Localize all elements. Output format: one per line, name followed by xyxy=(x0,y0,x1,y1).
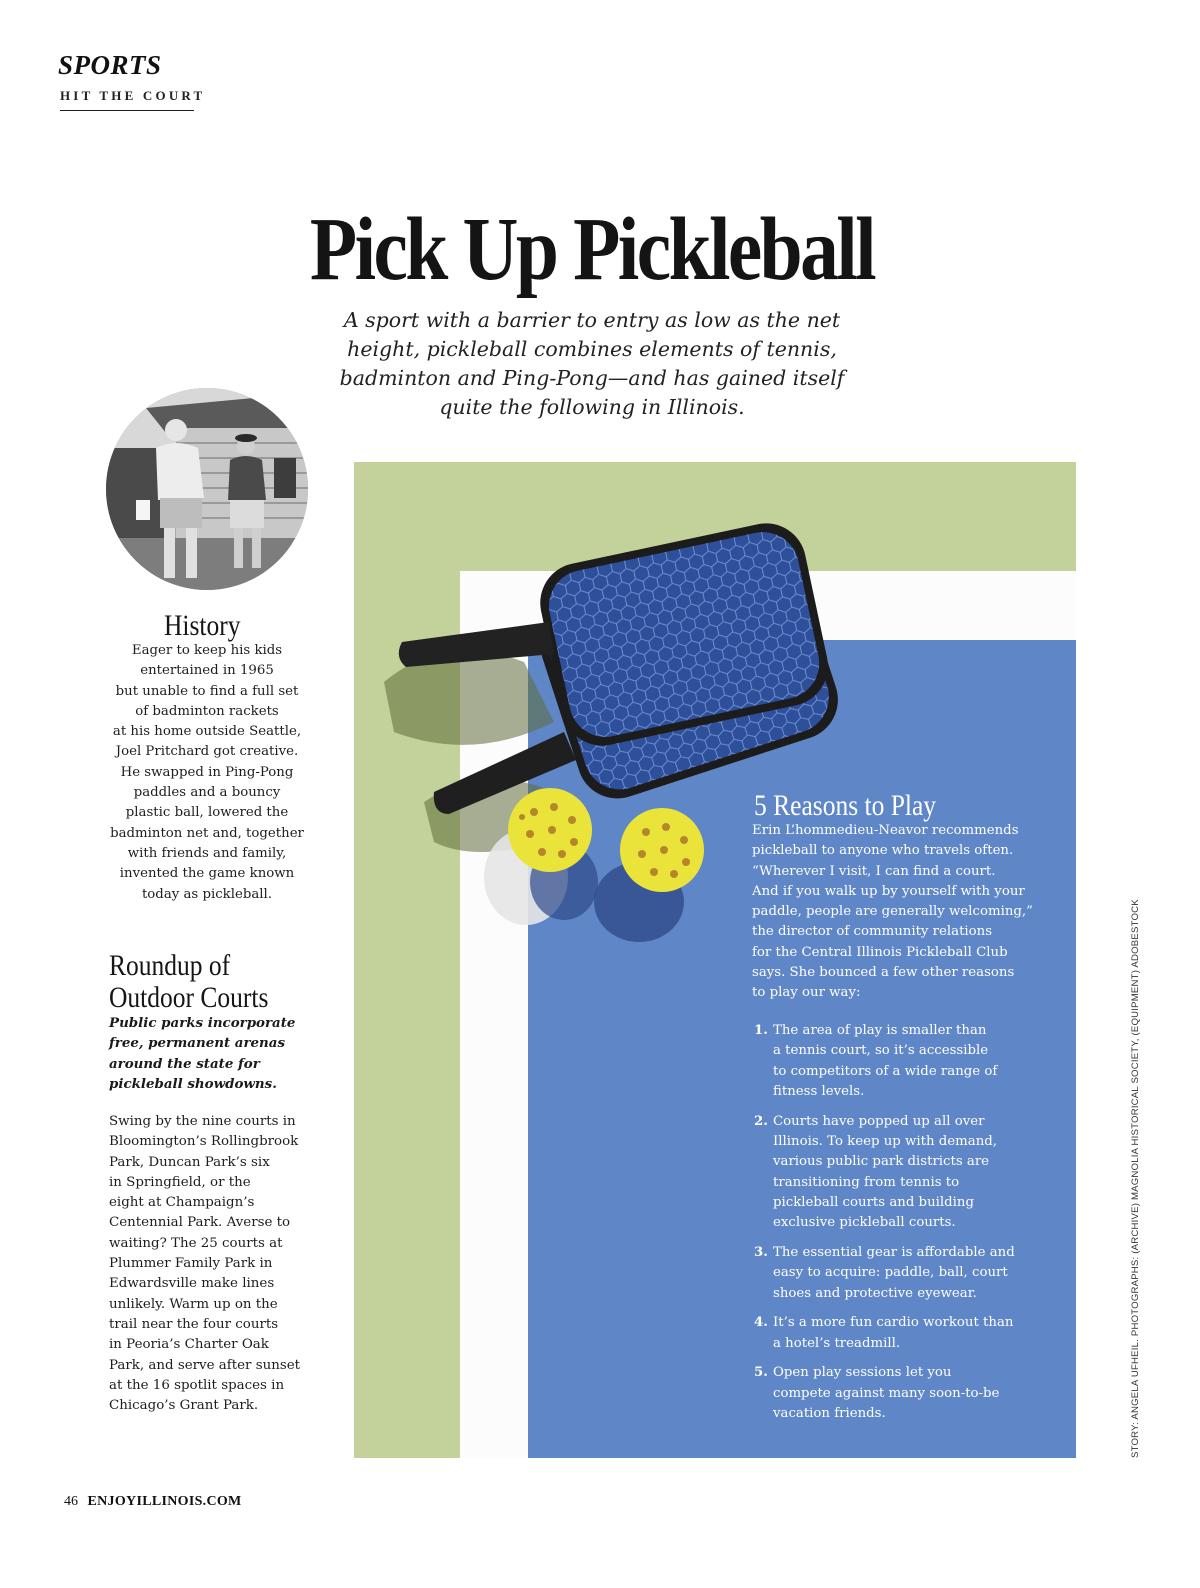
reason-line: The essential gear is affordable and xyxy=(773,1244,1015,1260)
roundup-body-line: Bloomington’s Rollingbrook xyxy=(109,1134,299,1150)
reason-item xyxy=(754,1243,1034,1304)
reason-line: a tennis court, so it’s accessible xyxy=(773,1043,989,1059)
reason-line: Courts have popped up all over xyxy=(773,1113,985,1129)
roundup-dek xyxy=(109,1013,309,1094)
roundup-body xyxy=(109,1112,319,1416)
roundup-body-line: Edwardsville make lines xyxy=(109,1276,275,1292)
reason-item xyxy=(754,1021,1034,1102)
reason-line: a hotel’s treadmill. xyxy=(773,1335,901,1351)
roundup-body-line: eight at Champaign’s xyxy=(109,1195,255,1211)
roundup-dek-line: around the state for xyxy=(109,1055,260,1072)
reason-line: Open play sessions let you xyxy=(773,1365,952,1381)
history-line: He swapped in Ping-Pong xyxy=(120,764,294,780)
reason-number: 2. xyxy=(754,1113,768,1129)
reason-line: shoes and protective eyewear. xyxy=(773,1285,977,1301)
archive-photo-illustration xyxy=(106,388,308,590)
reason-number: 4. xyxy=(754,1315,768,1331)
reason-number: 1. xyxy=(754,1023,768,1038)
reasons-intro-line: paddle, people are generally welcoming,” xyxy=(752,904,1033,920)
reasons-intro-line: Erin L’hommedieu-Neavor recommends xyxy=(752,823,1019,838)
roundup-body-line: trail near the four courts xyxy=(109,1316,279,1332)
roundup-heading-line2: Outdoor Courts xyxy=(109,981,269,1014)
history-line: Eager to keep his kids xyxy=(131,643,283,658)
history-line: at his home outside Seattle, xyxy=(112,724,302,740)
reasons-heading: 5 Reasons to Play xyxy=(754,789,937,822)
reason-line: transitioning from tennis to xyxy=(773,1174,960,1190)
reasons-intro-line: And if you walk up by yourself with your xyxy=(752,883,1025,899)
history-line: entertained in 1965 xyxy=(140,663,274,679)
roundup-body-line: Plummer Family Park in xyxy=(109,1256,273,1272)
roundup-body-line: Chicago’s Grant Park. xyxy=(109,1398,259,1414)
reason-line: to competitors of a wide range of xyxy=(773,1063,998,1079)
reason-number: 5. xyxy=(754,1365,768,1381)
pickleball-1 xyxy=(508,788,592,872)
roundup-body-line: Park, Duncan Park’s six xyxy=(109,1154,270,1170)
reason-line: vacation friends. xyxy=(773,1406,886,1422)
reason-line: It’s a more fun cardio workout than xyxy=(773,1315,1014,1331)
reasons-intro-line: the director of community relations xyxy=(752,924,993,940)
reasons-intro-line: pickleball to anyone who travels often. xyxy=(752,843,1014,859)
history-line: paddles and a bouncy xyxy=(133,785,281,801)
reason-number: 3. xyxy=(754,1244,768,1260)
page-number: 46 xyxy=(64,1494,78,1509)
reason-item xyxy=(754,1363,1034,1424)
history-line: invented the game known xyxy=(119,866,295,882)
roundup-body-line: Park, and serve after sunset xyxy=(109,1357,300,1373)
reason-line: various public park districts are xyxy=(773,1154,990,1170)
roundup-body-line: Centennial Park. Averse to xyxy=(109,1215,291,1231)
history-heading: History xyxy=(164,609,241,642)
reasons-intro-line: “Wherever I visit, I can find a court. xyxy=(752,863,996,879)
reasons-intro-line: for the Central Illinois Pickleball Club xyxy=(752,944,1008,960)
history-line: today as pickleball. xyxy=(141,886,273,902)
reason-item xyxy=(754,1112,1034,1234)
history-line: badminton net and, together xyxy=(110,825,304,841)
history-line: of badminton rackets xyxy=(135,703,279,719)
roundup-dek-line: free, permanent arenas xyxy=(109,1035,286,1052)
reasons-list xyxy=(754,1021,1034,1434)
reason-line: fitness levels. xyxy=(773,1083,865,1099)
reason-line: pickleball courts and building xyxy=(773,1194,974,1210)
folio xyxy=(64,1494,242,1510)
reason-line: exclusive pickleball courts. xyxy=(773,1215,956,1231)
history-body xyxy=(104,641,310,905)
roundup-dek-line: Public parks incorporate xyxy=(109,1015,296,1031)
archive-photo xyxy=(106,388,308,590)
reasons-intro-line: to play our way: xyxy=(752,985,861,1001)
reason-line: easy to acquire: paddle, ball, court xyxy=(773,1265,1008,1281)
roundup-body-line: waiting? The 25 courts at xyxy=(109,1235,283,1251)
reasons-intro xyxy=(752,821,1052,1004)
history-line: Joel Pritchard got creative. xyxy=(115,744,299,760)
history-line: plastic ball, lowered the xyxy=(125,805,289,821)
article-title: Pick Up Pickleball xyxy=(309,200,875,299)
roundup-body-line: unlikely. Warm up on the xyxy=(109,1296,278,1312)
photo-credit: STORY: ANGELA UFHEIL. PHOTOGRAPHS: (ARCHIVE) MAGNOLIA HISTORICAL SOCIETY, (EQUIPMENT) ADOBESTOCK xyxy=(1130,899,1141,1458)
roundup-heading-line1: Roundup of xyxy=(109,949,231,982)
reason-line: Illinois. To keep up with demand, xyxy=(773,1133,998,1149)
section-subtitle: HIT THE COURT xyxy=(60,88,194,111)
roundup-body-line: in Springfield, or the xyxy=(109,1174,251,1190)
section-label: SPORTS xyxy=(58,50,162,80)
site-name: ENJOYILLINOIS.COM xyxy=(87,1494,242,1509)
reasons-intro-line: says. She bounced a few other reasons xyxy=(752,965,1015,981)
roundup-body-line: Swing by the nine courts in xyxy=(109,1114,296,1129)
history-line: but unable to find a full set xyxy=(115,683,299,699)
roundup-heading xyxy=(109,950,330,1014)
roundup-dek-line: pickleball showdowns. xyxy=(109,1075,277,1092)
roundup-body-line: in Peoria’s Charter Oak xyxy=(109,1337,269,1353)
reason-item xyxy=(754,1313,1034,1354)
pickleball-2 xyxy=(620,808,704,892)
reason-line: compete against many soon-to-be xyxy=(773,1385,1000,1401)
roundup-body-line: at the 16 spotlit spaces in xyxy=(109,1377,285,1393)
history-line: with friends and family, xyxy=(127,845,287,861)
reason-line: The area of play is smaller than xyxy=(773,1023,987,1038)
article-dek: A sport with a barrier to entry as low as the net height, pickleball combines elements of tennis, badminton and Ping-Pong—and has gained itself quite the following in Illinois. xyxy=(339,308,845,419)
